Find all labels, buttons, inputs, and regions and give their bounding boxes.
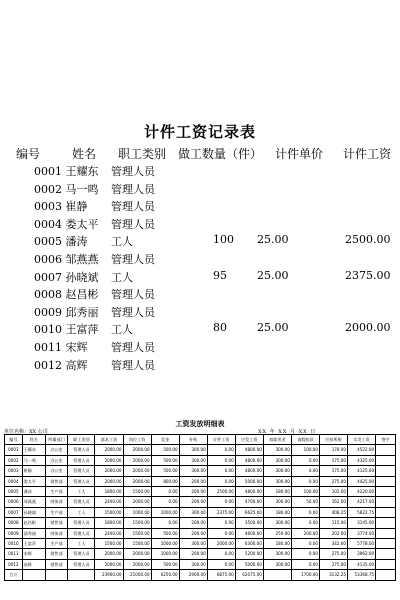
payroll-cell: 250.00: [263, 528, 291, 538]
pay-date: XX 年 XX 月 XX 日: [258, 429, 317, 435]
payroll-cell: 4220.00: [348, 487, 376, 497]
record-employee: 0006 邹燕燕: [34, 253, 99, 266]
record-row: [0, 269, 400, 286]
payroll-cell: 2000.00: [123, 466, 151, 476]
record-category: 管理人员: [111, 358, 155, 372]
header-id: 编号: [16, 147, 41, 161]
payroll-cell: 4700.00: [235, 497, 263, 507]
payroll-col-header: 计件工资: [207, 435, 235, 445]
record-employee: 0008 赵昌彬: [34, 288, 99, 302]
payroll-cell: 工人: [68, 507, 95, 517]
payroll-cell: 500.00: [151, 528, 179, 538]
payroll-cell: 0.00: [207, 476, 235, 486]
payroll-cell: 0003: [5, 466, 23, 476]
payroll-row: [5, 518, 396, 528]
payroll-cell: 1800.00: [95, 487, 123, 497]
payroll-row: [5, 487, 396, 497]
payroll-cell: 200.00: [291, 528, 319, 538]
payroll-cell: 管理人员: [68, 518, 95, 528]
record-piece-wage: 2500.00: [345, 233, 391, 247]
payroll-cell: 5000.00: [235, 476, 263, 486]
payroll-cell: 300.00: [179, 455, 207, 465]
payroll-cell: 300.00: [263, 549, 291, 559]
payroll-cell: 175.00: [319, 455, 347, 465]
record-employee: 0003 崔静: [34, 200, 88, 214]
payroll-cell: 0010: [5, 539, 23, 549]
payroll-cell: 0004: [5, 476, 23, 486]
payroll-col-header: 奖金: [151, 435, 179, 445]
payroll-cell: 200.00: [179, 528, 207, 538]
payroll-row: [5, 476, 396, 486]
payroll-cell: [376, 476, 396, 486]
payroll-cell: 2000.00: [95, 455, 123, 465]
payroll-cell: 0.00: [291, 549, 319, 559]
payroll-cell: 300.00: [179, 466, 207, 476]
payroll-cell: 管理人员: [68, 549, 95, 559]
payroll-cell: 3774.00: [348, 528, 376, 538]
payroll-cell: 4325.00: [348, 455, 376, 465]
payroll-cell: 202.00: [319, 528, 347, 538]
record-employee: 0002 马一鸣: [34, 182, 99, 196]
record-employee: 0005 潘涛: [34, 235, 88, 249]
record-category: 工人: [111, 323, 133, 337]
payroll-row: [5, 455, 396, 465]
payroll-cell: 300.00: [263, 518, 291, 528]
payroll-cell: 0002: [5, 455, 23, 465]
payroll-cell: 180.00: [263, 539, 291, 549]
payroll-cell: 2000.00: [95, 476, 123, 486]
payroll-col-header: 实发工资: [348, 435, 376, 445]
payroll-cell: 1000.00: [151, 507, 179, 517]
record-row: [0, 251, 400, 268]
payroll-row: [5, 445, 396, 455]
payroll-cell: 2000.00: [95, 559, 123, 569]
payroll-cell: 5778.00: [348, 539, 376, 549]
payroll-cell: 2000.00: [95, 445, 123, 455]
payroll-cell: [376, 539, 396, 549]
payroll-cell: [45, 570, 68, 580]
payroll-row: [5, 528, 396, 538]
payroll-cell: 2000.00: [123, 476, 151, 486]
record-unit-price: 25.00: [257, 268, 289, 282]
payroll-cell: 高辉: [22, 559, 45, 569]
payroll-cell: 300.00: [263, 497, 291, 507]
payroll-cell: 4800.00: [235, 455, 263, 465]
record-category: 工人: [111, 235, 133, 249]
payroll-col-header: 职工类别: [68, 435, 95, 445]
piecework-title: 计件工资记录表: [143, 123, 256, 141]
record-row: [0, 233, 400, 250]
record-employee: 0004 娄太平: [34, 217, 99, 231]
payroll-cell: 0.00: [291, 466, 319, 476]
payroll-cell: 邹燕燕: [22, 497, 45, 507]
record-row: [0, 339, 400, 356]
payroll-cell: 50.00: [291, 497, 319, 507]
payroll-cell: 275.00: [319, 476, 347, 486]
payroll-cell: 500.00: [151, 445, 179, 455]
payroll-cell: 0.00: [207, 445, 235, 455]
payroll-cell: 3500.00: [235, 518, 263, 528]
payroll-cell: 162.00: [319, 497, 347, 507]
payroll-cell: 3132.25: [319, 570, 347, 580]
payroll-cell: 300.00: [179, 559, 207, 569]
payroll-cell: 娄太平: [22, 476, 45, 486]
payroll-cell: 300.00: [179, 539, 207, 549]
header-name: 姓名: [72, 147, 97, 161]
payroll-cell: 0007: [5, 507, 23, 517]
payroll-cell: 275.00: [319, 549, 347, 559]
payroll-cell: 2000.00: [123, 559, 151, 569]
payroll-col-header: 姓名: [22, 435, 45, 445]
payroll-cell: 0.00: [291, 539, 319, 549]
payroll-cell: 5822.75: [348, 507, 376, 517]
payroll-cell: 115.00: [319, 518, 347, 528]
payroll-cell: 408.25: [319, 507, 347, 517]
payroll-cell: 销售部: [45, 549, 68, 559]
payroll-cell: [376, 497, 396, 507]
payroll-cell: [376, 455, 396, 465]
payroll-cell: 6625.00: [235, 507, 263, 517]
payroll-cell: 0.00: [151, 497, 179, 507]
payroll-row: [5, 539, 396, 549]
payroll-cell: 管理人员: [68, 455, 95, 465]
payroll-cell: 1000.00: [123, 507, 151, 517]
payroll-cell: 销售部: [45, 518, 68, 528]
record-row: [0, 286, 400, 303]
payroll-cell: 0.00: [291, 559, 319, 569]
payroll-cell: 6300.00: [235, 539, 263, 549]
payroll-cell: 6250.00: [151, 570, 179, 580]
payroll-cell: 0006: [5, 497, 23, 507]
payroll-cell: 300.00: [263, 466, 291, 476]
payroll-cell: [376, 487, 396, 497]
payroll-cell: [263, 570, 291, 580]
payroll-cell: 1700.00: [291, 570, 319, 580]
payroll-cell: 0009: [5, 528, 23, 538]
payroll-cell: 4425.00: [348, 476, 376, 486]
payroll-cell: 销售部: [45, 476, 68, 486]
payroll-title: 工资发放明细表: [175, 419, 225, 428]
payroll-cell: 0.00: [291, 455, 319, 465]
payroll-cell: 1800.00: [95, 518, 123, 528]
payroll-cell: 500.00: [151, 466, 179, 476]
payroll-cell: 300.00: [263, 559, 291, 569]
payroll-cell: 23900.00: [95, 570, 123, 580]
payroll-cell: 1500.00: [123, 528, 151, 538]
payroll-cell: 2375.00: [207, 507, 235, 517]
payroll-cell: 生产部: [45, 487, 68, 497]
payroll-cell: 4217.00: [348, 497, 376, 507]
payroll-cell: [376, 528, 396, 538]
payroll-cell: 王耀东: [22, 445, 45, 455]
record-category: 工人: [111, 270, 133, 284]
payroll-cell: 300.00: [179, 445, 207, 455]
payroll-cell: 邱秀丽: [22, 528, 45, 538]
payroll-cell: 4125.00: [348, 466, 376, 476]
payroll-cell: 2400.00: [95, 497, 123, 507]
payroll-cell: 21000.00: [123, 570, 151, 580]
record-quantity: 100: [213, 233, 234, 247]
payroll-cell: 2000.00: [123, 549, 151, 559]
payroll-cell: 500.00: [151, 559, 179, 569]
payroll-cell: 100.00: [291, 487, 319, 497]
header-type: 职工类别: [118, 147, 167, 161]
payroll-cell: [376, 466, 396, 476]
record-employee: 0009 邱秀丽: [34, 305, 99, 319]
payroll-cell: 0005: [5, 487, 23, 497]
record-row: [0, 304, 400, 321]
payroll-cell: 200.00: [179, 497, 207, 507]
payroll-cell: 0.00: [207, 518, 235, 528]
payroll-cell: 300.00: [263, 455, 291, 465]
payroll-cell: 2000.00: [95, 549, 123, 559]
record-piece-wage: 2375.00: [345, 268, 391, 282]
record-row: [0, 216, 400, 233]
payroll-row: [5, 497, 396, 507]
payroll-cell: 工人: [68, 539, 95, 549]
payroll-cell: 管理人员: [68, 497, 95, 507]
payroll-cell: 2000.00: [95, 466, 123, 476]
payroll-cell: 1000.00: [151, 539, 179, 549]
payroll-row: [5, 466, 396, 476]
payroll-cell: 0.00: [291, 476, 319, 486]
payroll-cell: 赵昌彬: [22, 518, 45, 528]
payroll-cell: 0.00: [207, 528, 235, 538]
payroll-cell: 0001: [5, 445, 23, 455]
payroll-cell: 0.00: [151, 487, 179, 497]
payroll-cell: 100.00: [291, 445, 319, 455]
payroll-cell: 4800.00: [235, 445, 263, 455]
record-employee: 0007 孙晓斌: [34, 270, 99, 284]
payroll-cell: 办公室: [45, 445, 68, 455]
payroll-row: [5, 507, 396, 517]
payroll-cell: 生产部: [45, 507, 68, 517]
payroll-cell: 0.00: [207, 497, 235, 507]
payroll-cell: 200.00: [179, 487, 207, 497]
payroll-cell: 财务部: [45, 497, 68, 507]
payroll-cell: 财务部: [45, 528, 68, 538]
payroll-cell: 102.00: [319, 487, 347, 497]
payroll-cell: 180.00: [263, 507, 291, 517]
payroll-col-header: 编号: [5, 435, 23, 445]
unit-name: 单位名称：XX 公司: [4, 429, 48, 435]
record-unit-price: 25.00: [257, 321, 289, 335]
payroll-cell: 6875.00: [207, 570, 235, 580]
payroll-cell: 62075.00: [235, 570, 263, 580]
payroll-col-header: 扣除养老: [263, 435, 291, 445]
record-category: 管理人员: [111, 165, 155, 178]
payroll-cell: 500.00: [151, 455, 179, 465]
payroll-cell: 0.00: [207, 559, 235, 569]
payroll-cell: 合计: [5, 570, 23, 580]
payroll-col-header: 补贴: [179, 435, 207, 445]
payroll-table: [4, 434, 396, 581]
payroll-cell: 0.00: [207, 466, 235, 476]
payroll-cell: 管理人员: [68, 476, 95, 486]
record-category: 管理人员: [111, 305, 155, 319]
record-category: 管理人员: [111, 200, 155, 214]
payroll-cell: 175.00: [319, 466, 347, 476]
payroll-cell: 800.00: [151, 476, 179, 486]
record-category: 管理人员: [111, 182, 155, 196]
record-category: 管理人员: [111, 341, 155, 354]
payroll-cell: 销售部: [45, 559, 68, 569]
payroll-cell: [68, 570, 95, 580]
payroll-cell: 0.00: [151, 518, 179, 528]
payroll-cell: [376, 570, 396, 580]
payroll-cell: 1500.00: [123, 539, 151, 549]
payroll-cell: 2000.00: [123, 497, 151, 507]
payroll-cell: [22, 570, 45, 580]
payroll-row: [5, 559, 396, 569]
payroll-cell: 管理人员: [68, 466, 95, 476]
payroll-cell: 4800.00: [235, 487, 263, 497]
record-employee: 0010 王富萍: [34, 323, 99, 337]
payroll-cell: 2500.00: [207, 487, 235, 497]
record-employee: 0012 高辉: [34, 358, 88, 372]
payroll-cell: 180.00: [263, 487, 291, 497]
payroll-cell: 办公室: [45, 466, 68, 476]
payroll-cell: [376, 559, 396, 569]
payroll-cell: 3962.00: [348, 549, 376, 559]
record-unit-price: 25.00: [257, 233, 289, 247]
payroll-cell: 管理人员: [68, 559, 95, 569]
payroll-cell: 1500.00: [95, 539, 123, 549]
payroll-cell: [376, 507, 396, 517]
payroll-col-header: 岗位工资: [123, 435, 151, 445]
payroll-cell: 300.00: [179, 507, 207, 517]
payroll-cell: [376, 549, 396, 559]
payroll-cell: 275.00: [319, 559, 347, 569]
payroll-cell: 管理人员: [68, 445, 95, 455]
payroll-cell: 1500.00: [95, 507, 123, 517]
payroll-cell: 2400.00: [95, 528, 123, 538]
payroll-cell: 1000.00: [151, 549, 179, 559]
payroll-col-header: 所属部门: [45, 435, 68, 445]
payroll-cell: 宋辉: [22, 549, 45, 559]
record-row: [0, 321, 400, 338]
payroll-cell: 0.00: [291, 507, 319, 517]
record-category: 管理人员: [111, 253, 155, 266]
payroll-cell: 5000.00: [235, 559, 263, 569]
payroll-total-row: [5, 570, 396, 580]
payroll-cell: 342.00: [319, 539, 347, 549]
record-row: [0, 163, 400, 180]
payroll-cell: 0.00: [207, 549, 235, 559]
payroll-cell: 潘涛: [22, 487, 45, 497]
payroll-cell: 300.00: [263, 445, 291, 455]
payroll-cell: 3145.00: [348, 518, 376, 528]
payroll-cell: 马一鸣: [22, 455, 45, 465]
payroll-cell: 200.00: [179, 476, 207, 486]
payroll-cell: 2900.00: [179, 570, 207, 580]
record-employee: 0001 王耀东: [34, 165, 99, 178]
payroll-cell: 办公室: [45, 455, 68, 465]
record-piece-wage: 2000.00: [345, 321, 391, 335]
payroll-cell: 300.00: [263, 476, 291, 486]
payroll-row: [5, 549, 396, 559]
payroll-cell: 4522.00: [348, 445, 376, 455]
payroll-cell: [376, 445, 396, 455]
record-category: 管理人员: [111, 217, 155, 231]
payroll-header-row: [5, 435, 396, 445]
payroll-cell: 0008: [5, 518, 23, 528]
payroll-cell: 4800.00: [235, 466, 263, 476]
header-wage: 计件工资: [343, 147, 392, 161]
payroll-cell: 1500.00: [123, 487, 151, 497]
payroll-cell: 4600.00: [235, 528, 263, 538]
record-row: [0, 357, 400, 374]
payroll-col-header: 应发工资: [235, 435, 263, 445]
payroll-cell: 崔静: [22, 466, 45, 476]
payroll-cell: 178.00: [319, 445, 347, 455]
payroll-cell: 工人: [68, 487, 95, 497]
payroll-cell: 孙晓斌: [22, 507, 45, 517]
record-row: [0, 198, 400, 215]
record-category: 管理人员: [111, 288, 155, 302]
payroll-col-header: 基本工资: [95, 435, 123, 445]
payroll-cell: 管理人员: [68, 528, 95, 538]
payroll-cell: 0011: [5, 549, 23, 559]
payroll-cell: 1500.00: [123, 518, 151, 528]
header-price: 计件单价: [275, 147, 324, 161]
payroll-cell: 0012: [5, 559, 23, 569]
payroll-col-header: 签字: [376, 435, 396, 445]
payroll-cell: 0.00: [291, 518, 319, 528]
payroll-cell: 0.00: [207, 455, 235, 465]
payroll-cell: [376, 518, 396, 528]
record-quantity: 80: [213, 321, 227, 335]
payroll-col-header: 应扣所税: [319, 435, 347, 445]
record-row: [0, 181, 400, 198]
payroll-cell: 2000.00: [123, 455, 151, 465]
payroll-cell: 53368.75: [348, 570, 376, 580]
header-qty: 做工数量（件）: [178, 147, 263, 161]
record-quantity: 95: [213, 268, 227, 282]
payroll-col-header: 请假扣款: [291, 435, 319, 445]
payroll-cell: 生产部: [45, 539, 68, 549]
payroll-cell: 王富萍: [22, 539, 45, 549]
payroll-cell: 200.00: [179, 549, 207, 559]
payroll-cell: 200.00: [179, 518, 207, 528]
payroll-cell: 4135.00: [348, 559, 376, 569]
payroll-cell: 5200.00: [235, 549, 263, 559]
payroll-cell: 2000.00: [207, 539, 235, 549]
record-employee: 0011 宋辉: [34, 341, 88, 354]
payroll-cell: 2000.00: [123, 445, 151, 455]
